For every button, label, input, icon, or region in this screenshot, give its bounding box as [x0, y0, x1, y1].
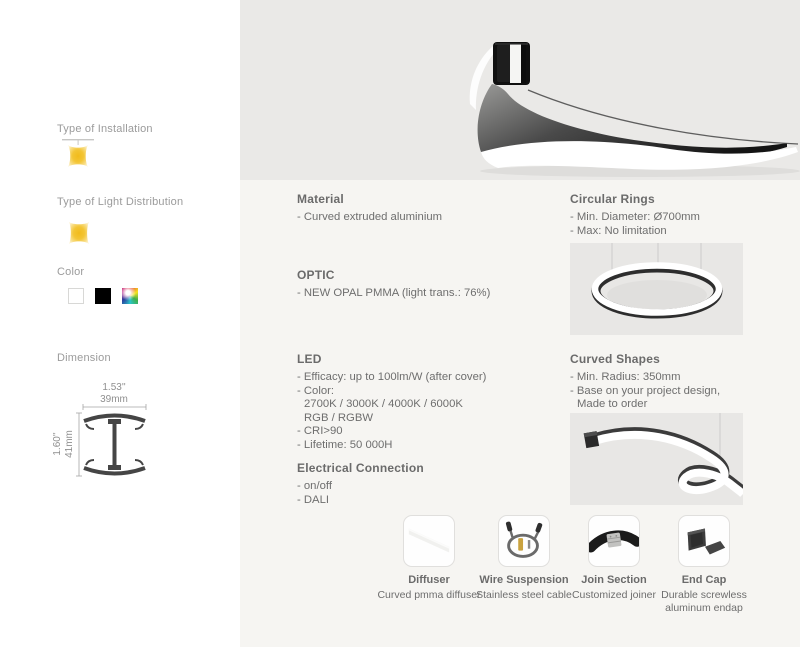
- curved-profile-render-icon: [240, 0, 800, 180]
- circular-ring-image: [570, 243, 743, 335]
- spec-line: - CRI>90: [297, 425, 343, 437]
- accessory-name: Join Section: [581, 574, 647, 586]
- hero-section: [240, 0, 800, 180]
- accessory-desc: Curved pmma diffuser: [377, 589, 481, 601]
- swatch-rgb-icon: [122, 288, 138, 304]
- section-title: Electrical Connection: [297, 461, 424, 475]
- spec-line: - Lifetime: 50 000H: [297, 438, 393, 451]
- curved-shape-image: [570, 413, 743, 505]
- section-optic: [297, 268, 557, 301]
- spec-line: 2700K / 3000K / 4000K / 6000K: [304, 398, 463, 410]
- dim-width-mm: 39mm: [100, 394, 128, 405]
- spec-line: - Min. Diameter: Ø700mm: [570, 211, 700, 223]
- accessory-name: Wire Suspension: [479, 574, 569, 586]
- spec-line: - Curved extruded aluminium: [297, 211, 443, 223]
- profile-cross-section-diagram: [46, 376, 170, 486]
- diffuser-tile: [403, 515, 455, 567]
- spec-line: Made to order: [577, 398, 648, 410]
- section-material: [297, 192, 557, 225]
- dim-height-mm: 41mm: [64, 430, 75, 458]
- wire-suspension-tile: [498, 515, 550, 567]
- spec-line: - Efficacy: up to 100lm/W (after cover): [297, 371, 487, 383]
- join-section-icon: [589, 516, 639, 566]
- section-title: OPTIC: [297, 268, 335, 282]
- dimension-label: Dimension: [57, 352, 111, 364]
- section-title: LED: [297, 352, 322, 366]
- section-led: [297, 352, 557, 452]
- spec-line: - NEW OPAL PMMA (light trans.: 76%): [297, 287, 491, 299]
- swatch-white: [68, 288, 84, 304]
- wire-suspension-icon: [499, 516, 549, 566]
- end-cap-caption: [646, 574, 762, 615]
- spec-line: - Min. Radius: 350mm: [570, 371, 681, 383]
- accessory-desc: Stainless steel cable: [476, 589, 572, 601]
- spec-line: RGB / RGBW: [304, 411, 374, 424]
- end-cap-tile: [678, 515, 730, 567]
- distribution-label: Type of Light Distribution: [57, 196, 184, 208]
- accessory-desc: Customized joiner: [571, 589, 657, 601]
- pendant-installation-icon: [59, 134, 97, 172]
- section-circular-rings: [570, 192, 760, 238]
- color-swatches: [68, 288, 158, 304]
- join-section-tile: [588, 515, 640, 567]
- section-title: Circular Rings: [570, 192, 655, 206]
- spec-line: - DALI: [297, 493, 330, 506]
- color-label: Color: [57, 266, 85, 278]
- accessory-desc: Durable screwless aluminum endap: [661, 589, 747, 614]
- diffuser-icon: [404, 516, 454, 566]
- light-distribution-icon: [65, 218, 93, 248]
- section-title: Curved Shapes: [570, 352, 660, 366]
- section-curved-shapes: [570, 352, 760, 412]
- dim-height-inches: 1.60'': [52, 432, 63, 456]
- swatch-black: [95, 288, 111, 304]
- accessory-name: End Cap: [681, 574, 727, 586]
- dim-width-inches: 1.53'': [102, 382, 126, 393]
- installation-label: Type of Installation: [57, 123, 153, 135]
- spec-line: - on/off: [297, 480, 332, 492]
- accessory-name: Diffuser: [408, 574, 450, 586]
- section-title: Material: [297, 192, 344, 206]
- end-cap-icon: [679, 516, 729, 566]
- section-electrical-connection: [297, 461, 557, 507]
- spec-line: - Color:: [297, 384, 335, 397]
- spec-line: - Base on your project design,: [570, 384, 721, 397]
- spec-line: - Max: No limitation: [570, 224, 667, 237]
